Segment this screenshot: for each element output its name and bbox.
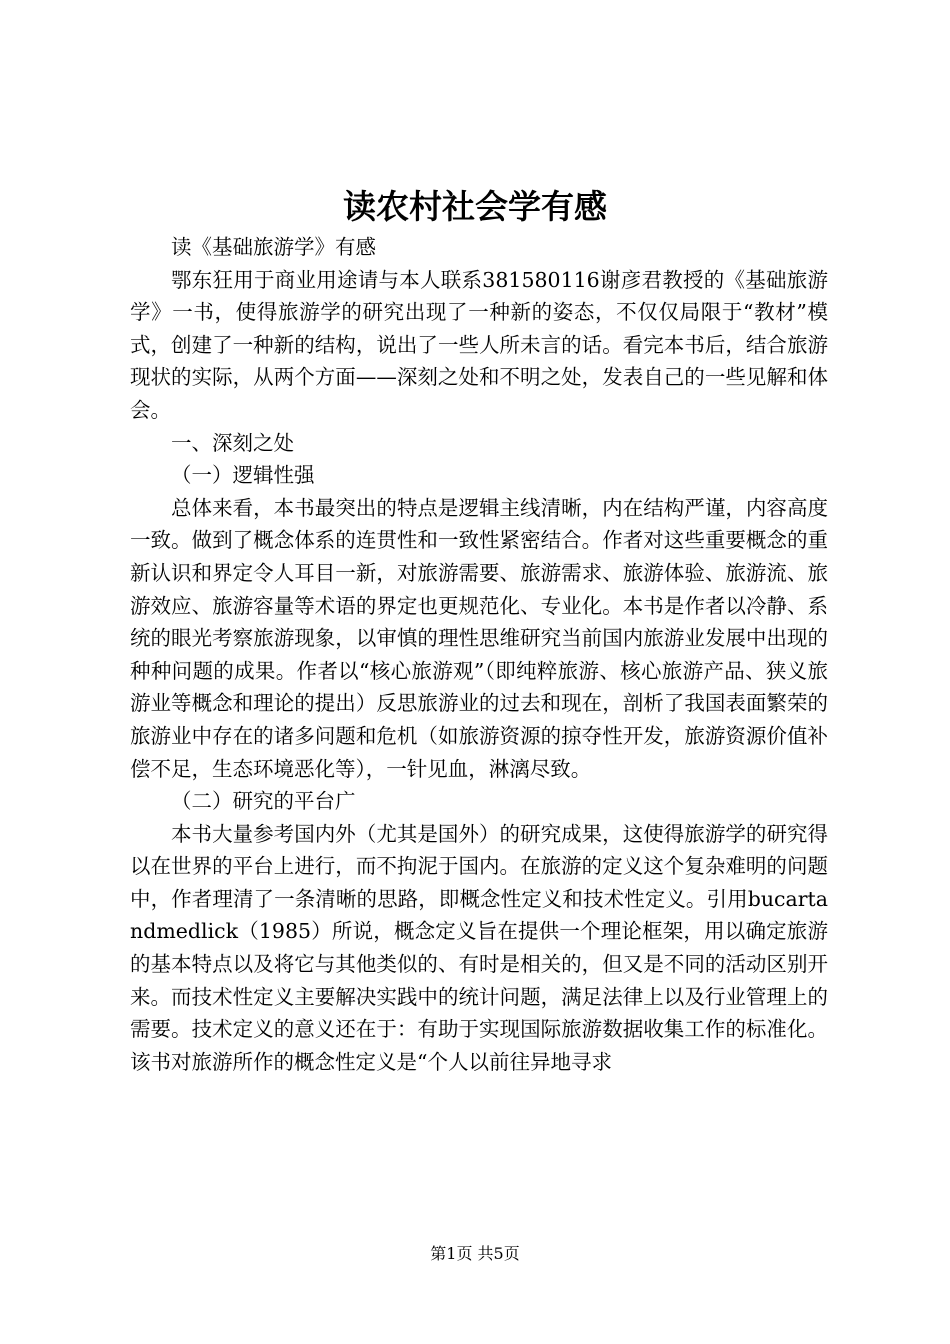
paragraph-platform: 本书大量参考国内外（尤其是国外）的研究成果，这使得旅游学的研究得以在世界的平台上进行，而不拘泥于国内。在旅游的定义这个复杂难明的问题中，作者理清了一条清晰的思路，即概念性定义和技术性定义。引用bucartandmedlick（1985）所说，概念定义旨在提供一个理论框架，用以确定旅游的基本特点以及将它与其他类似的、有时是相关的，但又是不同的活动区别开来。而技术性定义主要解决实践中的统计问题，满足法律上以及行业管理上的需要。技术定义的意义还在于：有助于实现国际旅游数据收集工作的标准化。该书对旅游所作的概念性定义是“个人以前往异地寻求 — [130, 821, 828, 1074]
page-footer: 第1页 共5页 — [430, 1244, 520, 1263]
document-title: 读农村社会学有感 — [343, 187, 607, 226]
document-body — [130, 231, 828, 1078]
subsection-heading-logic: （一）逻辑性强 — [171, 463, 315, 488]
subsection-heading-platform: （二）研究的平台广 — [171, 789, 356, 814]
paragraph-intro: 鄂东狂用于商业用途请与本人联系381580116谢彦君教授的《基础旅游学》一书，使得旅游学的研究出现了一种新的姿态，不仅仅局限于“教材”模式，创建了一种新的结构，说出了一些人所未言的话。看完本书后，结合旅游现状的实际，从两个方面——深刻之处和不明之处，发表自己的一些见解和体会。 — [130, 267, 828, 422]
paragraph-logic: 总体来看，本书最突出的特点是逻辑主线清晰，内在结构严谨，内容高度一致。做到了概念体系的连贯性和一致性紧密结合。作者对这些重要概念的重新认识和界定令人耳目一新，对旅游需要、旅游需求、旅游体验、旅游流、旅游效应、旅游容量等术语的界定也更规范化、专业化。本书是作者以冷静、系统的眼光考察旅游现象，以审慎的理性思维研究当前国内旅游业发展中出现的种种问题的成果。作者以“核心旅游观”（即纯粹旅游、核心旅游产品、狭义旅游业等概念和理论的提出）反思旅游业的过去和现在，剖析了我国表面繁荣的旅游业中存在的诸多问题和危机（如旅游资源的掠夺性开发，旅游资源价值补偿不足，生态环境恶化等），一针见血，淋漓尽致。 — [130, 495, 828, 781]
section-heading-insights: 一、深刻之处 — [171, 430, 294, 455]
paragraph-book-heading: 读《基础旅游学》有感 — [171, 235, 376, 259]
